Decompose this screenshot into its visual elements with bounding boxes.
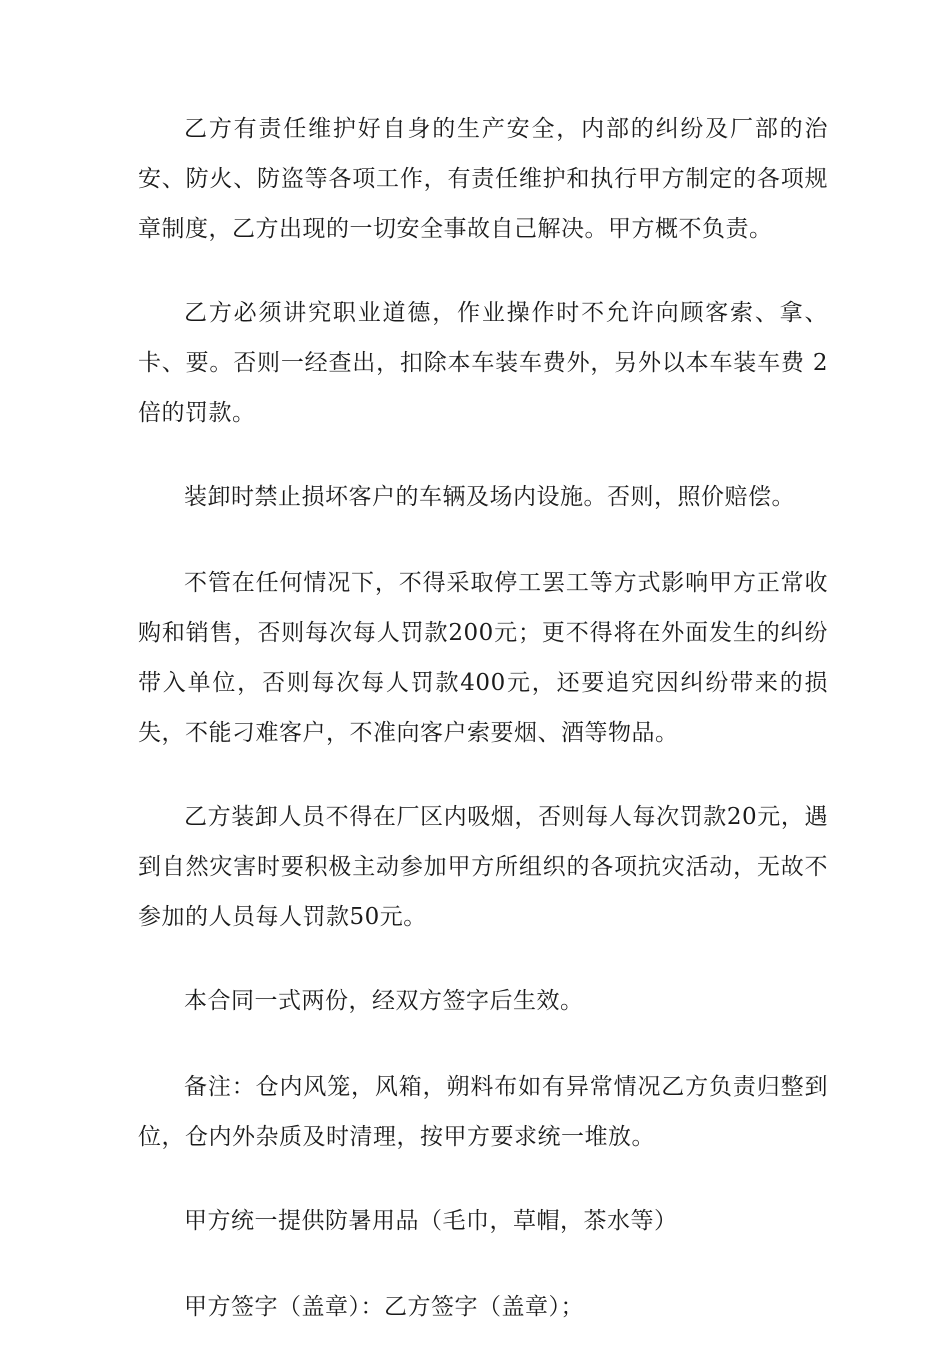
paragraph-professional-ethics: 乙方必须讲究职业道德，作业操作时不允许向顾客索、拿、卡、要。否则一经查出，扣除本车装车费外，另外以本车装车费 2 倍的罚款。 bbox=[138, 300, 828, 426]
paragraph-smoking-disaster: 乙方装卸人员不得在厂区内吸烟，否则每人每次罚款20元，遇到自然灾害时要积极主动参加甲方所组织的各项抗灾活动，无故不参加的人员每人罚款50元。 bbox=[138, 804, 828, 930]
paragraph-safety-responsibility: 乙方有责任维护好自身的生产安全，内部的纠纷及厂部的治安、防火、防盗等各项工作，有责任维护和执行甲方制定的各项规章制度，乙方出现的一切安全事故自己解决。甲方概不负责。 bbox=[138, 116, 828, 242]
paragraph-signatures: 甲方签字（盖章）：乙方签字（盖章）； bbox=[184, 1294, 584, 1320]
paragraph-remarks: 备注：仓内风笼，风箱，朔料布如有异常情况乙方负责归整到位，仓内外杂质及时清理，按甲方要求统一堆放。 bbox=[138, 1074, 828, 1150]
paragraph-damage-compensation: 装卸时禁止损坏客户的车辆及场内设施。否则，照价赔偿。 bbox=[184, 484, 795, 510]
paragraph-contract-effect: 本合同一式两份，经双方签字后生效。 bbox=[184, 988, 584, 1014]
paragraph-strike-penalty: 不管在任何情况下，不得采取停工罢工等方式影响甲方正常收购和销售，否则每次每人罚款200元；更不得将在外面发生的纠纷带入单位，否则每次每人罚款400元，还要追究因纠纷带来的损失，不能刁难客户，不准向客户索要烟、酒等物品。 bbox=[138, 570, 828, 746]
paragraph-heat-supplies: 甲方统一提供防暑用品（毛巾，草帽，茶水等） bbox=[184, 1208, 678, 1234]
document-body bbox=[138, 104, 828, 1368]
